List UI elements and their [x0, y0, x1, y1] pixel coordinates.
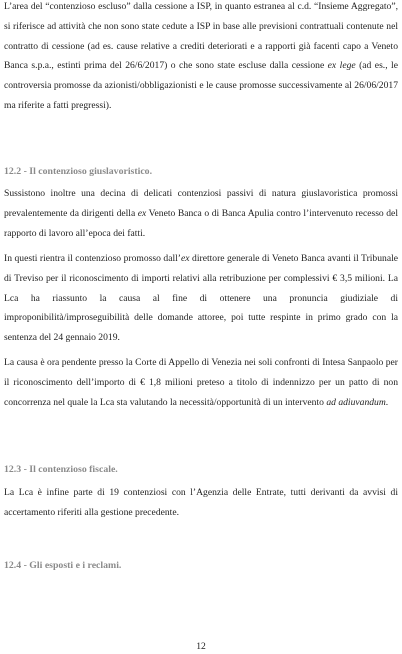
- intro-italic-ex-lege: ex lege: [327, 60, 356, 72]
- intro-text-1: L’area del “contenzioso escluso” dalla cessione a ISP, in quanto estranea al c.d. “Insieme Aggregato”, si riferisce ad attività che non sono state cedute a ISP in base alle previsioni contrattuali contenute nel contratto di cessione (ad es. cause relative a crediti deteriorati e a rapporti già facenti capo a Veneto Banca s.p.a., estinti prima del 26/6/2017) o che sono state escluse dalla cessione: [4, 1, 398, 72]
- para-text: In questi rientra il contenzioso promosso dall’: [4, 253, 182, 264]
- section-12-2-paragraph-1: [4, 184, 398, 243]
- para-text: direttore generale di Veneto Banca avanti il Tribunale di Treviso per il riconoscimento di importi relativi alla retribuzione per complessivi € 3,5 milioni. La Lca ha riassunto la causa al fine di ottenere una pronuncia giudiziale di improponibilità/improseguibilità delle domande attoree, poi tutte respinte in primo grado con la sentenza del 24 gennaio 2019.: [4, 253, 399, 344]
- page-number: 12: [196, 641, 206, 652]
- para-text: .: [385, 396, 389, 408]
- section-heading-12-3: 12.3 - Il contenzioso fiscale.: [4, 464, 118, 475]
- section-12-2-paragraph-2: [4, 249, 398, 348]
- para-text: La causa è ora pendente presso la Corte di Appello di Venezia nei soli confronti di Intesa Sanpaolo per il riconoscimento dell’importo di € 1,8 milioni preteso a titolo di indennizzo per un patto di non concorrenza nel quale la Lca sta valutando la necessità/opportunità di un intervento: [4, 357, 398, 408]
- intro-paragraph: [4, 0, 398, 116]
- section-heading-12-2: 12.2 - Il contenzioso giuslavoristico.: [4, 166, 153, 177]
- para-italic: ad adiuvandum: [326, 396, 386, 408]
- section-12-3-paragraph-1: La Lca è infine parte di 19 contenziosi con l’Agenzia delle Entrate, tutti derivanti da avvisi di accertamento riferiti alla gestione precedente.: [4, 487, 398, 518]
- para-text: Veneto Banca o di Banca Apulia contro l’intervenuto recesso del rapporto di lavoro all’epoca dei fatti.: [4, 207, 398, 239]
- para-italic: ex: [137, 207, 147, 219]
- para-italic: ex: [181, 253, 190, 264]
- intro-text-2: (ad es., le controversia promosse da azionisti/obbligazionisti e le cause promosse successivamente al 26/06/2017 ma riferite a fatti pregressi).: [4, 60, 398, 111]
- para-text: Sussistono inoltre una decina di delicati contenziosi passivi di natura giuslavoristica promossi prevalentemente da dirigenti della: [4, 188, 398, 219]
- section-12-2-paragraph-3: [4, 353, 398, 412]
- section-heading-12-4: 12.4 - Gli esposti e i reclami.: [4, 560, 122, 571]
